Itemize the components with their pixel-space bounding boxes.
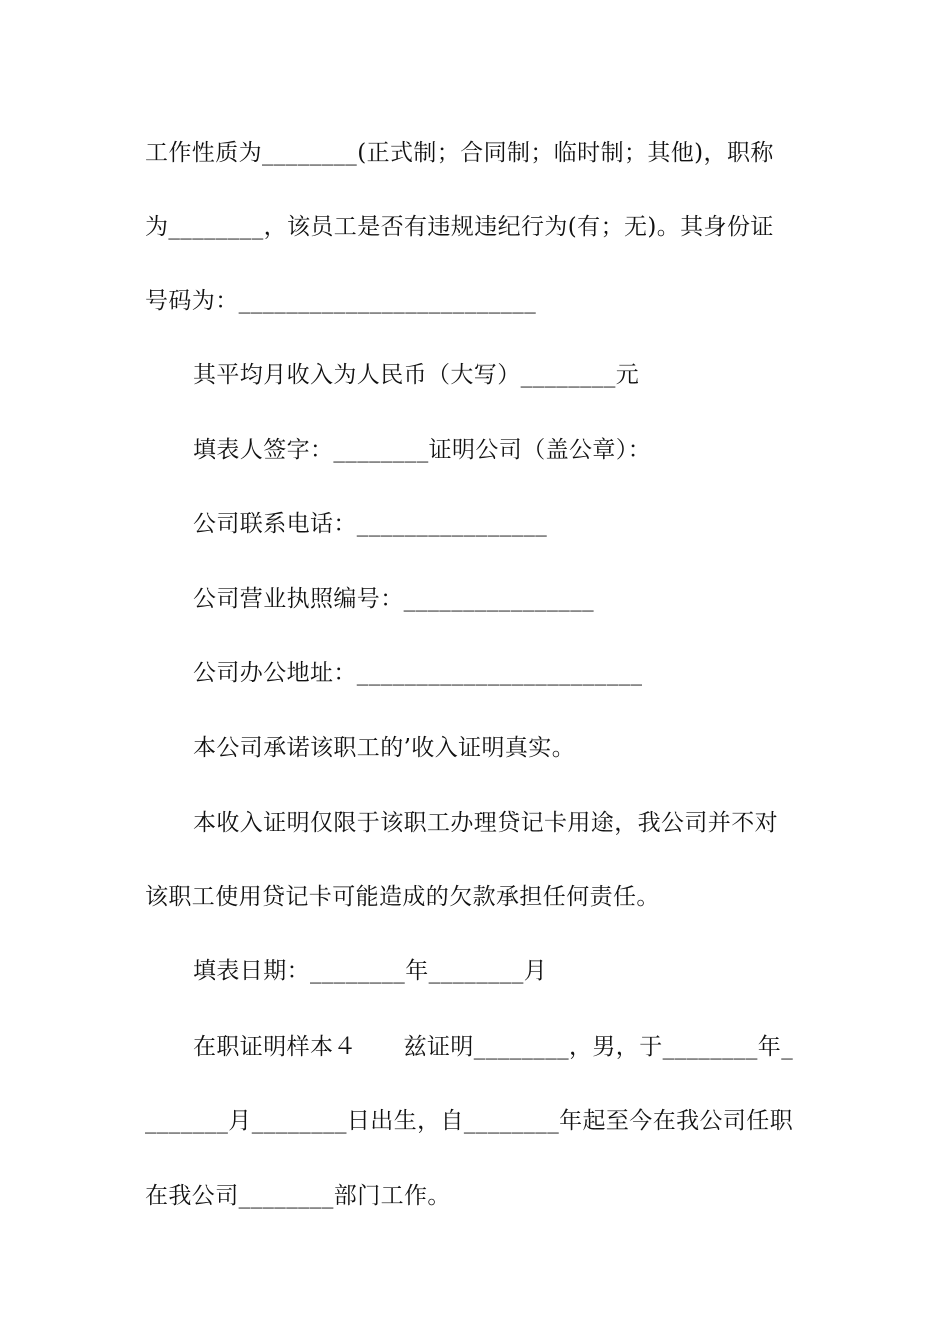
text-line-usage-limit: 本收入证明仅限于该职工办理贷记卡用途，我公司并不对 (193, 810, 778, 836)
text-line-department: 在我公司________部门工作。 (145, 1183, 451, 1209)
text-line-id-number: 号码为：_________________________ (145, 288, 537, 314)
text-line-work-nature: 工作性质为________(正式制；合同制；临时制；其他)，职称 (145, 140, 774, 166)
text-line-monthly-income: 其平均月收入为人民币（大写）________元 (193, 362, 640, 388)
text-line-company-phone: 公司联系电话：________________ (193, 511, 548, 537)
text-line-sample-title: 在职证明样本４ 兹证明________，男，于________年_ (193, 1034, 794, 1060)
text-line-birth-employment: _______月________日出生，自________年起至今在我公司任职 (145, 1108, 794, 1134)
text-line-company-address: 公司办公地址：________________________ (193, 660, 643, 686)
text-line-title-violation: 为________，该员工是否有违规违纪行为(有；无)。其身份证 (145, 214, 774, 240)
text-line-fill-date: 填表日期：________年________月 (193, 958, 548, 984)
text-line-signature-seal: 填表人签字：________证明公司（盖公章）： (193, 437, 652, 463)
text-line-liability: 该职工使用贷记卡可能造成的欠款承担任何责任。 (145, 884, 660, 910)
text-line-commitment: 本公司承诺该职工的’收入证明真实。 (193, 735, 576, 761)
text-line-business-license: 公司营业执照编号：________________ (193, 586, 594, 612)
